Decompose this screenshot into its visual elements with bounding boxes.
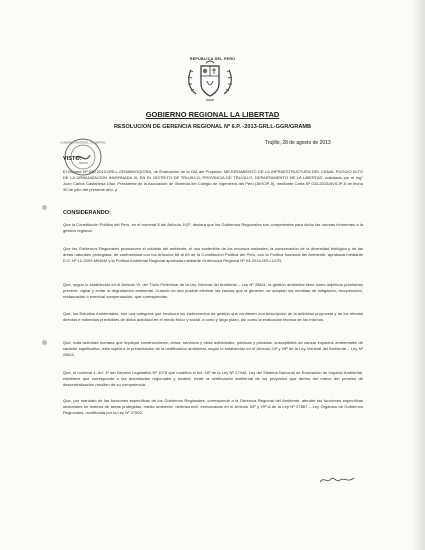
date-line: Trujillo, 28 de agosto de 2013	[265, 140, 331, 146]
paragraph: Que, según lo establecido en el Artículo VI, del Título Preliminar de la Ley General del Ambiente – Ley Nº 28611, la gestión ambiental tiene como objetivos prioritarios prevenir, vigilar y evitar la degradación ambiental. Cuando no sea posible eliminar las causas que la generan, se adoptan las medidas de mitigación, recuperación, restauración o eventual compensación, que correspondan.	[63, 282, 363, 299]
paragraph: Que la Constitución Política del Perú, en el numeral 8 del Artículo 192º, declara que los Gobiernos Regionales son competentes para dictar las normas inherentes a la gestión regional.	[63, 222, 363, 233]
stamp-text: GOBIERNO REGIONAL LA LIBERTAD	[60, 141, 106, 145]
resolution-number: RESOLUCION DE GERENCIA REGIONAL Nº 6.P. -2013-GRLL-GGR/GRAMB	[113, 124, 312, 130]
paragraph: Que, los Estudios Ambientales, son una categoría que involucra los instrumentos de gestión que contienen una descripción de la actividad propuesta y de los efectos directos e indirectos previsibles de dicha actividad en el medio físico y social, a corto y largo plazo, así como la evaluación técnica de los mismos.	[63, 311, 363, 322]
paragraph: Que, el numeral 4, Art. 1º del Decreto Legislativo Nº 1078 que modifica el Art. 15º de la Ley Nº 27446, Ley del Sistema Nacional de Evaluación de Impacto Ambiental, establece que corresponde a las autoridades regionales y locales, emitir la certificación ambiental de los proyectos que dentro del marco del proceso de descentralización resulten de su competencia.	[63, 370, 363, 387]
paragraph: Que, por mandato de las funciones específicas de los Gobiernos Regionales, corresponde a la Gerencia Regional del Ambiente, atender las funciones específicas sectoriales en materia de áreas protegidas, medio ambiente, defensa civil, enmarcadas en el Artículo 53º y 29º-A de la Ley Nº 27867 – Ley Orgánica de Gobiernos Regionales, modificada por la Ley Nº 27902.	[63, 398, 363, 415]
page-edge-shadow	[411, 0, 425, 550]
section-heading-considerando: CONSIDERANDO:	[63, 210, 111, 216]
paragraph: El Informe Nº 030-2013-GRLL-GRAMB/OQ/OSA, de Evaluación de la DIA del Proyecto: MEJORAMIENTO DE LA INFRAESTRUCTURA DEL CANAL PUGUIO ALTO DE LA URBANIZACION INVERNADA III, EN EL DISTRITO DE TRUJILLO, PROVINCIA DE TRUJILLO, DEPARTAMENTO DE LA LIBERTAD, solicitado por el Ing° Juan Carlos Castañeda Díaz, Presidente de la Asociación de Vivienda del Colegio de Ingenieros del Perú (AVICIP-5), mediante Carta Nº 033-2013/AVICIP-5 de fecha 30 de julio del presente año, y	[63, 169, 363, 192]
seal-caption: REPÚBLICA DEL PERÚ	[189, 57, 236, 61]
section-heading-visto: VISTO:	[63, 156, 82, 162]
handwritten-initials	[318, 475, 358, 485]
coat-of-arms-icon	[182, 58, 238, 106]
paragraph: Que, toda actividad humana que implique construcciones, obras, servicios y otras actividades, públicas y privadas, susceptibles de causar impactos ambientales de carácter significativo, está sujeta a la presentación de la certificación ambiental, según lo establecido en el Artículo 24º y 25º de la Ley General del Ambiente – Ley Nº 28611.	[63, 340, 363, 357]
government-title: GOBIERNO REGIONAL LA LIBERTAD	[145, 110, 280, 119]
punch-hole	[42, 340, 47, 345]
paragraph: Que los Gobiernos Regionales promueven el cuidado del ambiente, el uso sostenible de los recursos naturales, la conservación de la diversidad biológica y de las áreas naturales protegidas, de conformidad con los Artículos 66 al 69 de la Constitución Política del Perú, con la Política Nacional del Ambiente, aprobada mediante D.S. Nº 12-2009-MINAM y la Política Ambiental Regional aprobada mediante Ordenanza Regional Nº 04-2014-GR-LL/CR.	[63, 246, 363, 263]
punch-hole	[42, 205, 47, 210]
